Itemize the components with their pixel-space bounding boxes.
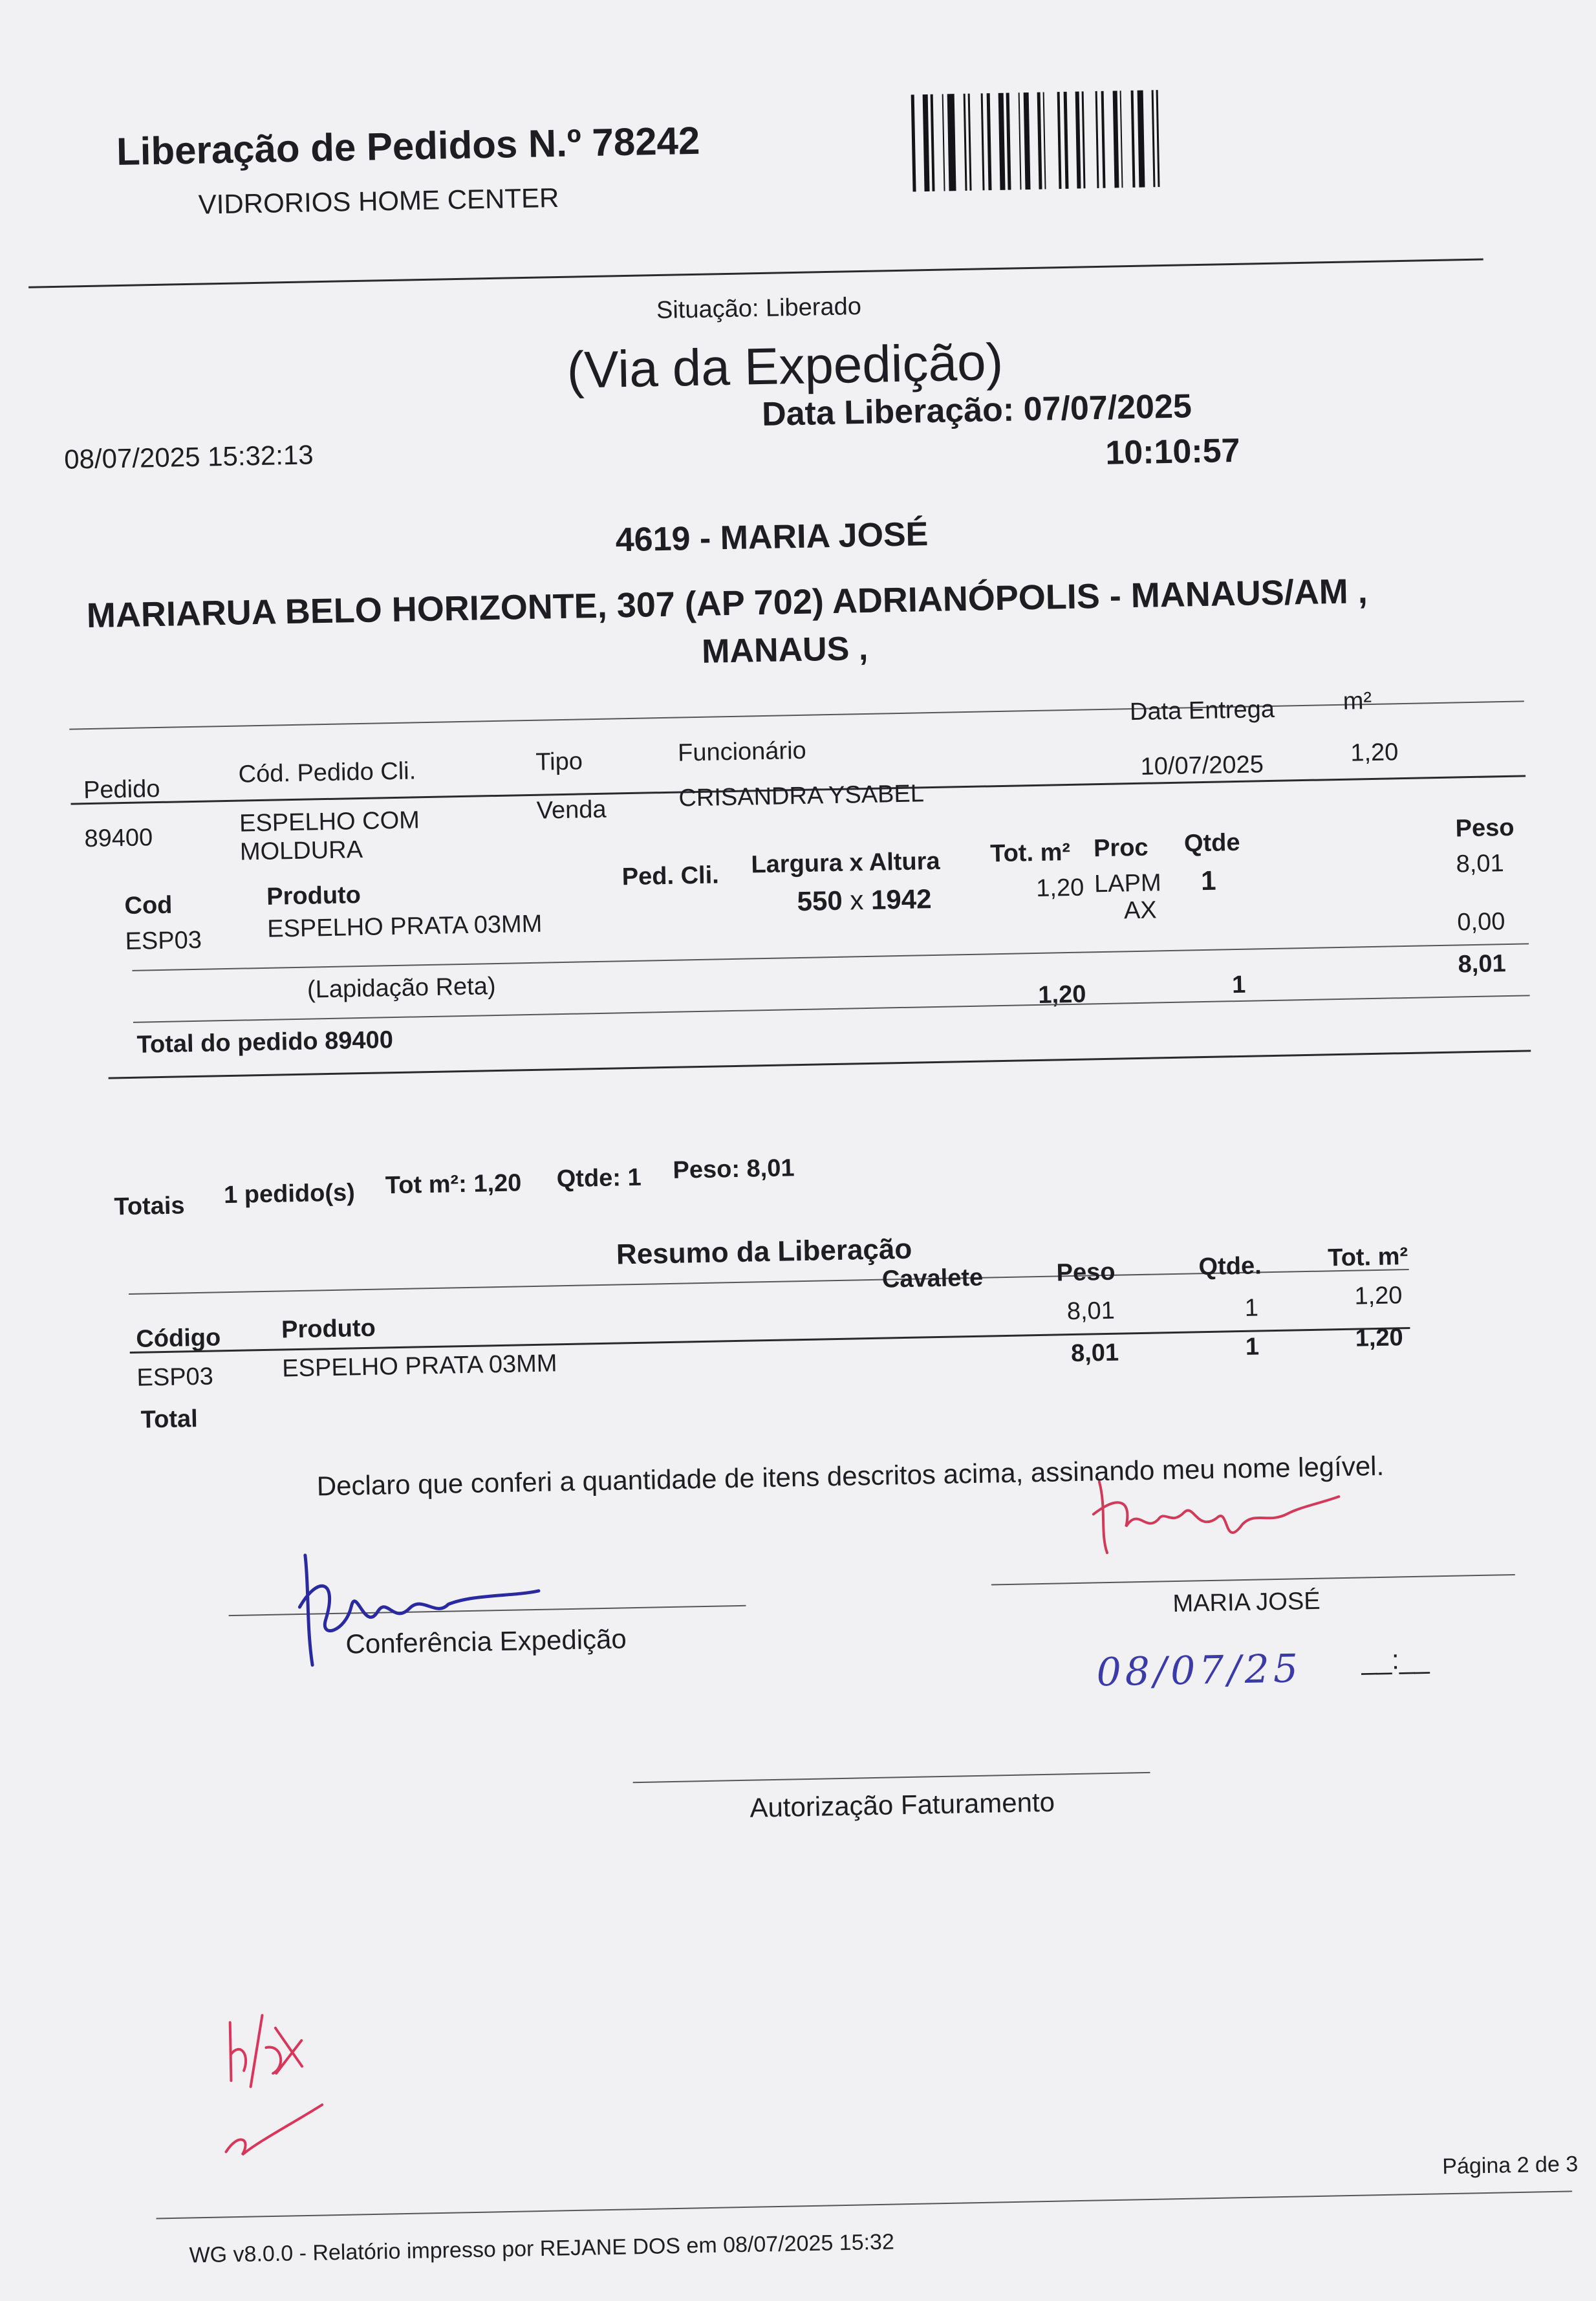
footer-page-number: Página 2 de 3 bbox=[1441, 2152, 1579, 2179]
totals-peso: Peso: 8,01 bbox=[673, 1154, 795, 1184]
col-ped-cli: Ped. Cli. bbox=[621, 861, 720, 891]
item-dimensions: 550 x 1942 bbox=[797, 883, 932, 917]
barcode-bar bbox=[1162, 90, 1169, 187]
order-client-code: ESPELHO COM MOLDURA bbox=[239, 806, 420, 866]
footer-print-info: WG v8.0.0 - Relatório impresso por REJANE DOS em 08/07/2025 15:32 bbox=[189, 2229, 895, 2268]
margin-note bbox=[210, 2007, 356, 2178]
barcode-bar bbox=[1042, 92, 1046, 189]
barcode-bar bbox=[936, 94, 941, 191]
customer-address: MARIARUA BELO HORIZONTE, 307 (AP 702) ADRIANÓPOLIS - MANAUS/AM , bbox=[86, 572, 1368, 636]
summary-total-tot-m2: 1,20 bbox=[1355, 1324, 1404, 1352]
summary-col-produto: Produto bbox=[281, 1314, 376, 1344]
order-total-qtde: 1 bbox=[1231, 971, 1246, 999]
item-finish: (Lapidação Reta) bbox=[307, 973, 496, 1004]
barcode-bar bbox=[987, 93, 992, 190]
summary-row-product: ESPELHO PRATA 03MM bbox=[281, 1350, 557, 1383]
barcode-bar bbox=[1048, 92, 1057, 189]
barcode-bar bbox=[964, 94, 967, 191]
barcode-bar bbox=[1024, 92, 1031, 189]
summary-col-codigo: Código bbox=[135, 1324, 221, 1353]
document-title: Liberação de Pedidos N.º 78242 bbox=[116, 118, 700, 174]
barcode-bar bbox=[911, 94, 916, 191]
summary-title: Resumo da Liberação bbox=[616, 1233, 912, 1271]
document-sheet bbox=[5, 5, 1596, 2297]
faturamento-label: Autorização Faturamento bbox=[749, 1786, 1055, 1823]
summary-col-tot-m2: Tot. m² bbox=[1327, 1243, 1408, 1272]
col-qtde: Qtde bbox=[1183, 828, 1240, 858]
barcode-bar bbox=[1106, 91, 1110, 188]
faturamento-signature-line bbox=[633, 1772, 1150, 1783]
summary-row-tot-m2: 1,20 bbox=[1354, 1282, 1403, 1310]
order-m2: 1,20 bbox=[1350, 739, 1399, 767]
col-proc: Proc bbox=[1093, 834, 1148, 863]
handwritten-date: 08/07/25 bbox=[1095, 1646, 1302, 1696]
order-table-top-rule bbox=[69, 700, 1524, 729]
item-tot-m2: 1,20 bbox=[1035, 874, 1084, 902]
col-tipo: Tipo bbox=[535, 748, 583, 776]
order-number: 89400 bbox=[84, 824, 153, 853]
barcode-bar bbox=[1031, 92, 1035, 189]
barcode-bar bbox=[1013, 92, 1017, 189]
barcode bbox=[911, 90, 1172, 192]
customer-city: MANAUS , bbox=[701, 629, 868, 671]
barcode-bar bbox=[1101, 91, 1106, 188]
barcode-bar bbox=[956, 94, 961, 191]
summary-total-label: Total bbox=[140, 1405, 199, 1434]
summary-col-peso: Peso bbox=[1056, 1258, 1116, 1287]
totals-m2: Tot m²: 1,20 bbox=[385, 1169, 522, 1200]
barcode-bar bbox=[1006, 93, 1011, 190]
order-total-m2: 1,20 bbox=[1038, 980, 1086, 1009]
print-timestamp: 08/07/2025 15:32:13 bbox=[63, 439, 314, 475]
barcode-bar bbox=[1070, 92, 1073, 189]
barcode-bar bbox=[974, 93, 980, 190]
col-largura-altura: Largura x Altura bbox=[751, 847, 940, 879]
summary-row-qtde: 1 bbox=[1244, 1294, 1259, 1322]
declaration-text: Declaro que conferi a quantidade de itens descritos acima, assinando meu nome legível. bbox=[316, 1450, 1385, 1502]
item-peso: 8,01 bbox=[1456, 850, 1505, 878]
col-data-entrega: Data Entrega bbox=[1129, 695, 1275, 726]
barcode-bar bbox=[1125, 91, 1130, 188]
customer-code-name: 4619 - MARIA JOSÉ bbox=[615, 515, 929, 559]
item-subtotal-rule bbox=[132, 943, 1529, 971]
col-cod: Cod bbox=[124, 891, 173, 920]
summary-total-peso: 8,01 bbox=[1070, 1339, 1119, 1368]
barcode-bar bbox=[942, 94, 945, 191]
col-funcionario: Funcionário bbox=[677, 737, 807, 767]
company-name: VIDRORIOS HOME CENTER bbox=[198, 182, 559, 220]
status-text: Situação: Liberado bbox=[656, 292, 862, 325]
header-divider bbox=[28, 259, 1483, 288]
order-delivery-date: 10/07/2025 bbox=[1140, 751, 1264, 781]
order-type: Venda bbox=[536, 795, 607, 825]
barcode-bar bbox=[1064, 92, 1069, 189]
client-signature bbox=[1079, 1458, 1353, 1566]
col-m2: m² bbox=[1343, 687, 1372, 715]
barcode-bar bbox=[947, 94, 956, 191]
barcode-bar bbox=[1119, 91, 1123, 188]
barcode-bar bbox=[1018, 92, 1021, 189]
col-pedido: Pedido bbox=[83, 775, 160, 805]
time-placeholder: __:__ bbox=[1361, 1643, 1430, 1676]
client-signature-name: MARIA JOSÉ bbox=[1172, 1587, 1321, 1618]
summary-row-peso: 8,01 bbox=[1066, 1297, 1116, 1326]
barcode-bar bbox=[1131, 91, 1136, 188]
barcode-bar bbox=[1095, 91, 1099, 188]
barcode-bar bbox=[1088, 91, 1095, 188]
conferencia-signature bbox=[279, 1530, 605, 1679]
totals-qtde: Qtde: 1 bbox=[556, 1163, 642, 1193]
release-time: 10:10:57 bbox=[1105, 431, 1241, 472]
client-signature-line bbox=[991, 1574, 1515, 1586]
summary-col-cavalete: Cavalete bbox=[881, 1264, 984, 1293]
barcode-bar bbox=[1138, 91, 1145, 188]
barcode-bar bbox=[968, 94, 971, 191]
barcode-bar bbox=[922, 94, 929, 191]
item-peso-extra: 0,00 bbox=[1456, 908, 1505, 936]
barcode-bar bbox=[917, 94, 920, 191]
summary-total-qtde: 1 bbox=[1245, 1333, 1260, 1361]
col-tot-m2: Tot. m² bbox=[989, 838, 1071, 868]
barcode-bar bbox=[998, 93, 1005, 190]
order-employee: CRISANDRA YSABEL bbox=[678, 780, 925, 812]
totals-pedidos: 1 pedido(s) bbox=[223, 1179, 356, 1209]
barcode-bar bbox=[1057, 92, 1061, 189]
item-qtde: 1 bbox=[1200, 865, 1216, 896]
barcode-bar bbox=[1112, 91, 1119, 188]
item-code: ESP03 bbox=[125, 926, 202, 956]
barcode-bar bbox=[1037, 92, 1042, 189]
col-cod-pedido-cli: Cód. Pedido Cli. bbox=[238, 757, 416, 788]
order-total-peso: 8,01 bbox=[1458, 950, 1507, 978]
order-total-label: Total do pedido 89400 bbox=[136, 1026, 394, 1059]
barcode-bar bbox=[1156, 90, 1160, 187]
conferencia-label: Conferência Expedição bbox=[345, 1623, 627, 1659]
release-date: Data Liberação: 07/07/2025 bbox=[761, 387, 1192, 433]
totals-label: Totais bbox=[114, 1192, 185, 1221]
barcode-bar bbox=[980, 93, 984, 190]
barcode-bar bbox=[1151, 90, 1155, 187]
col-peso: Peso bbox=[1455, 814, 1515, 843]
item-product: ESPELHO PRATA 03MM bbox=[266, 910, 543, 943]
barcode-bar bbox=[993, 93, 996, 190]
barcode-bar bbox=[931, 94, 934, 191]
barcode-bar bbox=[1075, 91, 1081, 188]
footer-rule bbox=[156, 2190, 1572, 2219]
copy-type: (Via da Expedição) bbox=[566, 332, 1004, 399]
barcode-bar bbox=[1081, 91, 1085, 188]
item-proc: LAPM AX bbox=[1094, 869, 1162, 925]
summary-row-code: ESP03 bbox=[136, 1363, 214, 1392]
barcode-bar bbox=[1146, 90, 1149, 187]
summary-col-qtde: Qtde. bbox=[1198, 1252, 1262, 1281]
col-produto: Produto bbox=[266, 881, 361, 911]
